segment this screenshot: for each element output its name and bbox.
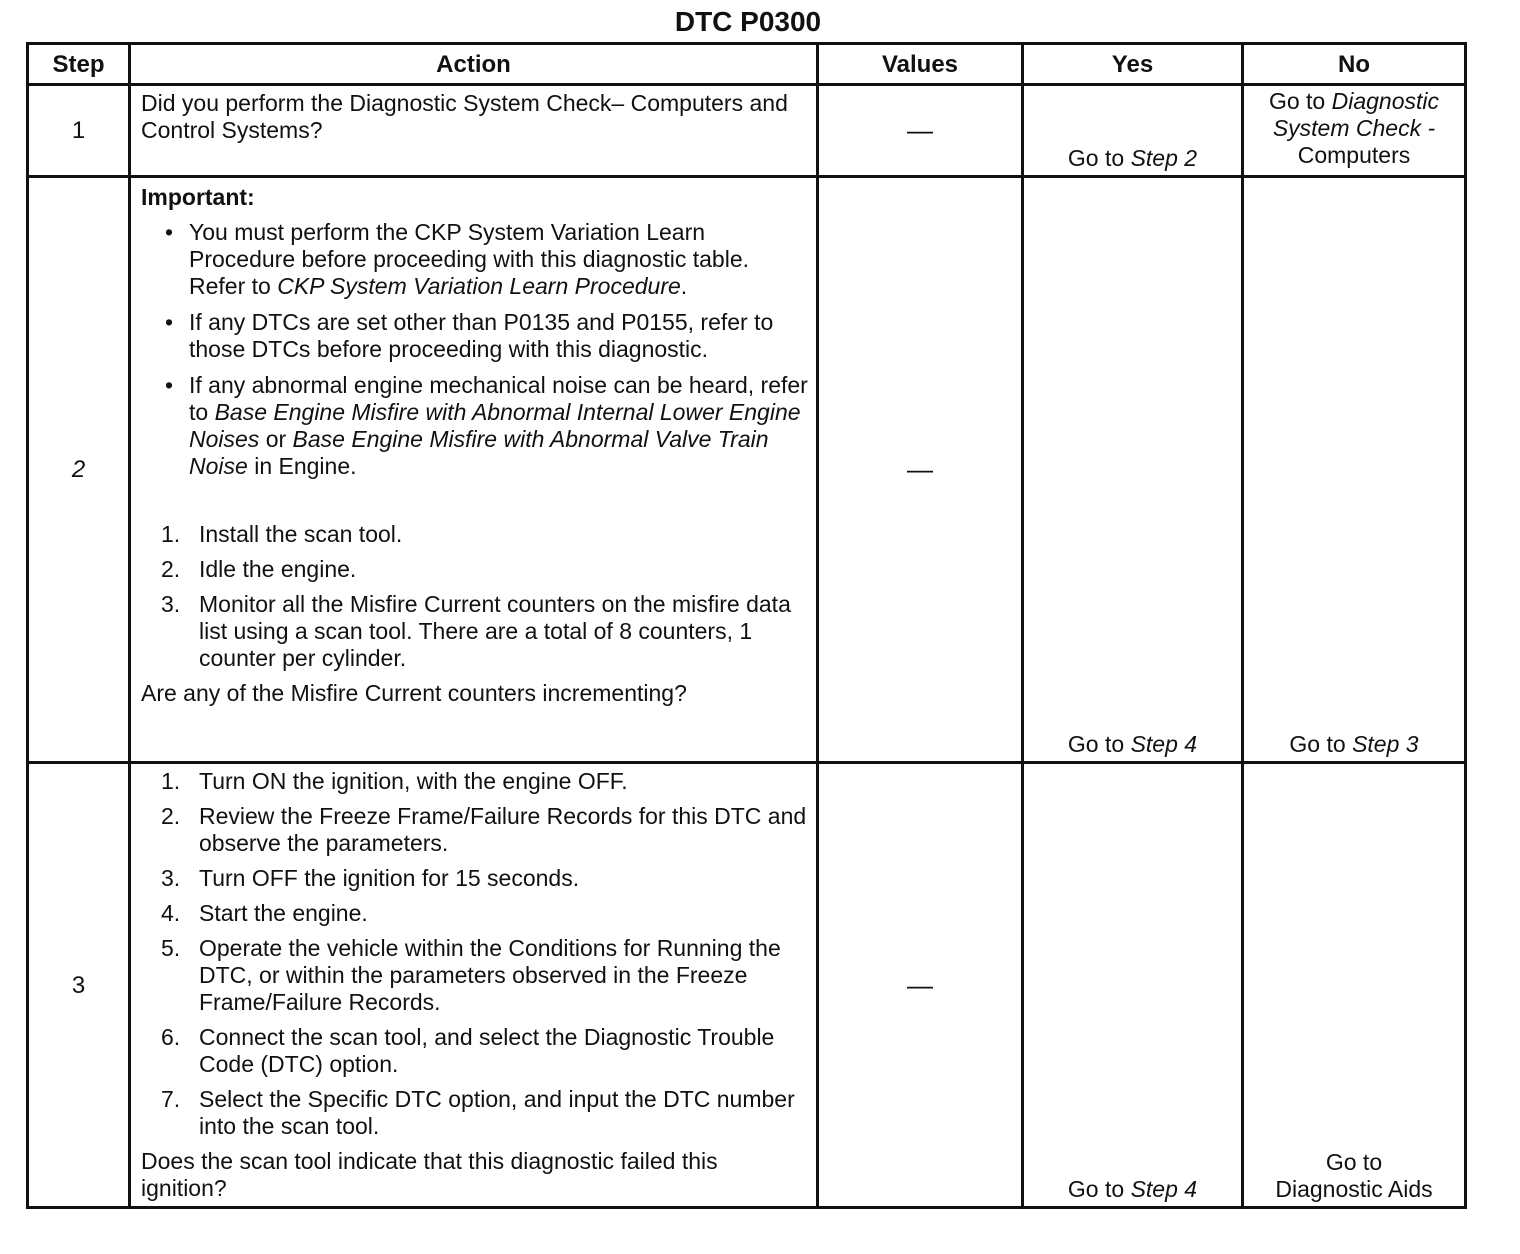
no-prefix: Go to (1289, 731, 1353, 757)
bullet-icon: • (165, 219, 174, 245)
yes-step-link[interactable]: Step 4 (1130, 731, 1198, 757)
bullet-reference[interactable]: CKP System Variation Learn Procedure (277, 273, 681, 299)
yes-cell (1023, 177, 1243, 763)
bullet-reference-2[interactable]: Base Engine Misfire with Abnormal Valve Train Noise (189, 426, 769, 479)
yes-cell (1023, 763, 1243, 1208)
bullet-item (141, 219, 808, 300)
numbered-step: 1. Turn ON the ignition, with the engine OFF. (161, 768, 628, 794)
no-link-diagnostic-system-check[interactable]: Diagnostic System Check - (1272, 88, 1440, 141)
header-no: No (1243, 44, 1466, 85)
no-cell (1243, 763, 1466, 1208)
bullet-item (141, 372, 808, 480)
step-text: Install the scan tool. (199, 521, 403, 547)
bullet-icon: • (165, 372, 174, 398)
numbered-step: 1. Install the scan tool. (161, 521, 403, 547)
header-action: Action (130, 44, 818, 85)
step-text: Idle the engine. (199, 556, 357, 582)
step-text: Turn ON the ignition, with the engine OFF. (199, 768, 628, 794)
step-text: Start the engine. (199, 900, 368, 926)
action-question-cont: Computers and Control Systems? (141, 90, 788, 143)
table-row (28, 85, 1466, 177)
action-question: Are any of the Misfire Current counters incrementing? (141, 680, 687, 706)
bullet-tail: in Engine. (247, 453, 357, 479)
values-cell: — (818, 85, 1023, 177)
action-question: Did you perform the Diagnostic System Check (141, 90, 612, 116)
numbered-step: 4. Start the engine. (161, 900, 368, 926)
no-cell (1243, 85, 1466, 177)
step-text: Operate the vehicle within the Conditions for Running the DTC, or within the parameters observed in the Freeze Frame/Failure Records. (199, 935, 781, 1015)
numbered-step: 2. Review the Freeze Frame/Failure Records for this DTC and observe the parameters. (161, 803, 807, 856)
important-label: Important: (141, 184, 255, 210)
table-row (28, 763, 1466, 1208)
header-yes: Yes (1023, 44, 1243, 85)
step-text: Review the Freeze Frame/Failure Records for this DTC and observe the parameters. (199, 803, 807, 856)
yes-prefix: Go to (1067, 145, 1131, 171)
yes-prefix: Go to (1067, 731, 1131, 757)
numbered-step: 2. Idle the engine. (161, 556, 357, 582)
question-dash: – (611, 90, 625, 116)
bullet-reference[interactable]: Base Engine Misfire with Abnormal Internal Lower Engine Noises (189, 399, 801, 452)
step-text: Monitor all the Misfire Current counters on the misfire data list using a scan tool. There are a total of 8 counters, 1 counter per cylinder. (199, 591, 791, 671)
no-link-diagnostic-aids[interactable]: Diagnostic Aids (1275, 1176, 1433, 1202)
values-cell: — (818, 177, 1023, 763)
numbered-step: 6. Connect the scan tool, and select the Diagnostic Trouble Code (DTC) option. (161, 1024, 775, 1077)
no-cell (1243, 177, 1466, 763)
action-cell (130, 85, 818, 177)
yes-step-link[interactable]: Step 2 (1130, 145, 1198, 171)
no-prefix: Go to (1268, 88, 1332, 114)
bullet-mid: or (259, 426, 293, 452)
header-values: Values (818, 44, 1023, 85)
action-question: Does the scan tool indicate that this diagnostic failed this ignition? (141, 1148, 718, 1201)
bullet-text: You must perform the CKP System Variation Learn Procedure before proceeding with this diagnostic table. Refer to (189, 219, 750, 299)
header-row (28, 44, 1466, 85)
bullet-tail: . (680, 273, 688, 299)
yes-prefix: Go to (1067, 1176, 1131, 1202)
bullet-item (141, 309, 808, 363)
numbered-step: 7. Select the Specific DTC option, and input the DTC number into the scan tool. (161, 1086, 795, 1139)
numbered-step: 5. Operate the vehicle within the Conditions for Running the DTC, or within the parameters observed in the Freeze Frame/Failure Records. (161, 935, 781, 1015)
table-row (28, 177, 1466, 763)
no-suffix: Computers (1297, 142, 1411, 168)
action-cell (130, 763, 818, 1208)
bullet-icon: • (165, 309, 174, 335)
step-number: 1 (28, 85, 130, 177)
page-title: DTC P0300 (674, 6, 822, 37)
no-prefix: Go to (1325, 1149, 1383, 1175)
yes-step-link[interactable]: Step 4 (1130, 1176, 1198, 1202)
yes-cell (1023, 85, 1243, 177)
step-text: Select the Specific DTC option, and input the DTC number into the scan tool. (199, 1086, 795, 1139)
numbered-step: 3. Monitor all the Misfire Current counters on the misfire data list using a scan tool. There are a total of 8 counters, 1 counter per cylinder. (161, 591, 791, 671)
bullet-text: If any DTCs are set other than P0135 and P0155, refer to those DTCs before proceeding with this diagnostic. (189, 309, 774, 362)
action-cell (130, 177, 818, 763)
step-text: Turn OFF the ignition for 15 seconds. (199, 865, 580, 891)
values-cell: — (818, 763, 1023, 1208)
step-text: Connect the scan tool, and select the Diagnostic Trouble Code (DTC) option. (199, 1024, 775, 1077)
numbered-step: 3. Turn OFF the ignition for 15 seconds. (161, 865, 580, 891)
dtc-table (26, 42, 1467, 1209)
bullet-text: If any abnormal engine mechanical noise can be heard, refer to (189, 372, 808, 425)
step-number: 3 (28, 763, 130, 1208)
step-number: 2 (28, 177, 130, 763)
no-step-link[interactable]: Step 3 (1352, 731, 1419, 757)
header-step: Step (28, 44, 130, 85)
